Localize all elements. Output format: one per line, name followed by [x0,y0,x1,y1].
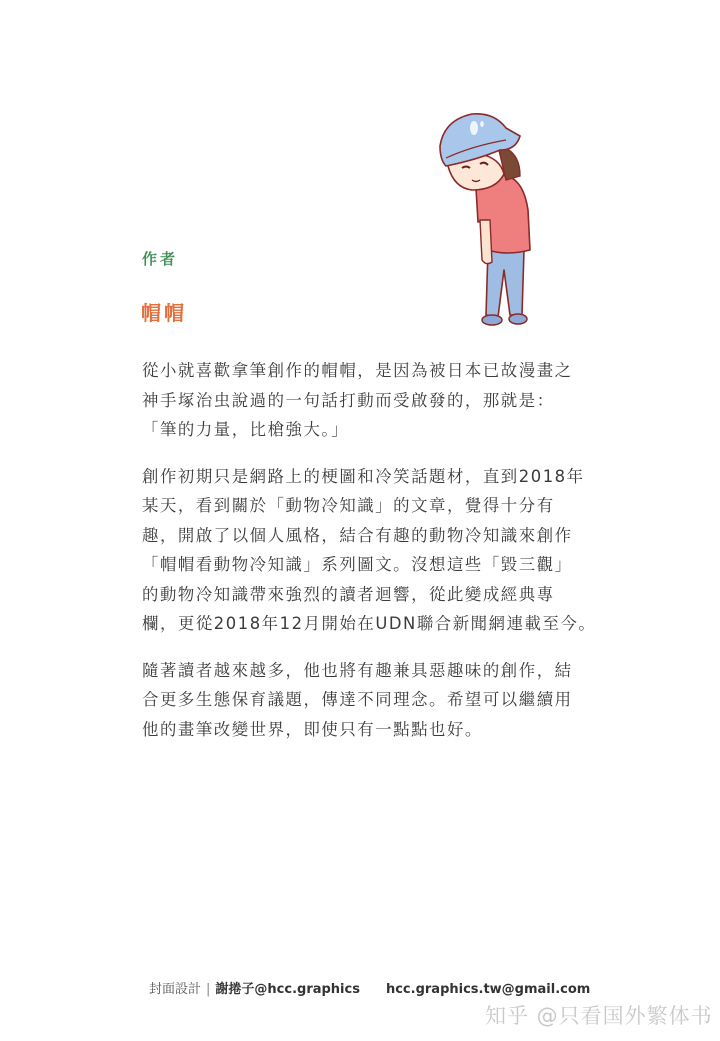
bio-line: 欄，更從2018年12月開始在UDN聯合新聞網連載至今。 [142,614,597,633]
bio-line: 「帽帽看動物冷知識」系列圖文。沒想這些「毀三觀」 [142,555,573,574]
bio-paragraph [142,656,587,745]
bio-line: 合更多生態保育議題，傳達不同理念。希望可以繼續用 [142,690,573,709]
bio-paragraph [142,356,587,445]
author-name: 帽帽 [141,301,187,325]
credits-designer: 謝捲子@hcc.graphics [215,982,360,997]
bio-line: 「筆的力量，比槍強大。」 [142,420,350,439]
author-illustration [436,110,556,335]
zhihu-watermark: 知乎 @只看国外繁体书 [485,1004,713,1028]
credits-email: hcc.graphics.tw@gmail.com [385,982,591,997]
author-bio [142,356,597,761]
bio-line: 隨著讀者越來越多，他也將有趣兼具惡趣味的創作，結 [142,660,573,680]
bio-line: 某天，看到關於「動物冷知識」的文章，覺得十分有 [142,496,555,515]
bio-paragraph [142,462,597,639]
bio-line: 創作初期只是網路上的梗圖和冷笑話題材，直到2018年 [142,466,585,486]
section-label-author: 作者 [142,250,179,268]
credits-label: 封面設計 [149,982,202,997]
bio-line: 神手塚治虫說過的一句話打動而受啟發的，那就是： [142,390,555,410]
bio-line: 趣，開啟了以個人風格，結合有趣的動物冷知識來創作 [142,525,573,545]
cover-design-credits [149,978,590,997]
bio-line: 他的畫筆改變世界，即使只有一點點也好。 [142,719,483,739]
bio-line: 的動物冷知識帶來強烈的讀者迴響，從此變成經典專 [142,584,555,604]
credits-separator: | [206,982,211,997]
bio-line: 從小就喜歡拿筆創作的帽帽，是因為被日本已故漫畫之 [142,361,573,380]
